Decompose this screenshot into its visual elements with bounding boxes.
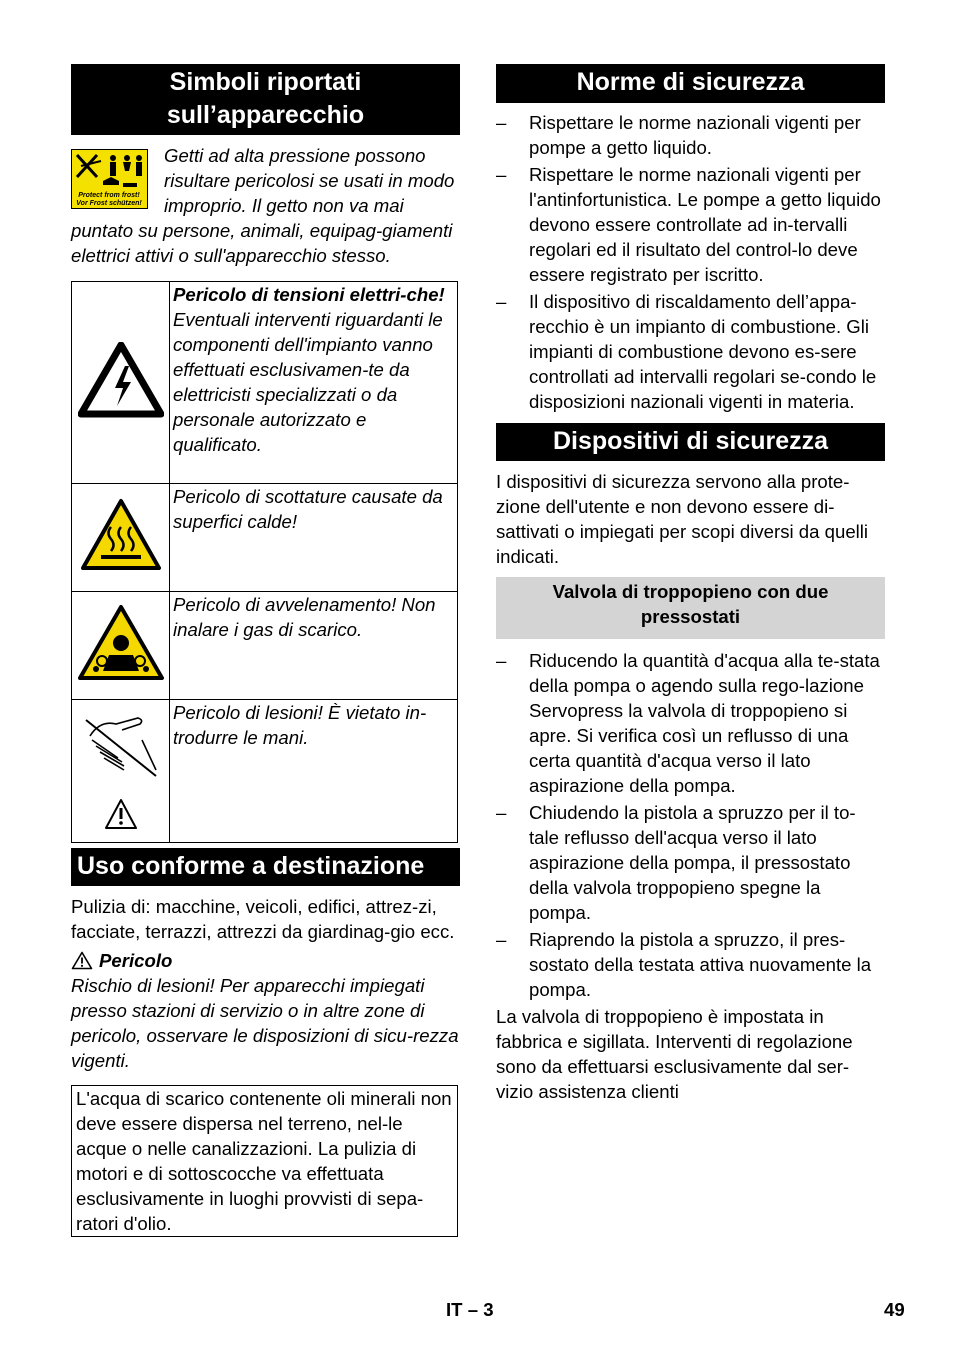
danger-text: Rischio di lesioni! Per apparecchi impiegati presso stazioni di servizio o in altre zone di pericolo, osservare le disposizioni di sicu-rezza vigenti. bbox=[71, 975, 459, 1071]
warning-text: Pericolo di lesioni! È vietato in-trodurre le mani. bbox=[173, 702, 427, 748]
heading-norms: Norme di sicurezza bbox=[496, 64, 885, 103]
oil-notice-text: L'acqua di scarico contenente oli minerali non deve essere dispersa nel terreno, nel-le acque o nelle canalizzazioni. La pulizia di motori e di sottoscocche va effettuata esclusivamente in luoghi provvisti di sepa-ratori d'olio. bbox=[76, 1088, 452, 1234]
warning-title: Pericolo di tensioni elettri-che! bbox=[173, 284, 445, 305]
danger-title bbox=[71, 948, 460, 973]
heading-symbols: Simboli riportati sull’apparecchio bbox=[71, 64, 460, 135]
warning-row bbox=[72, 282, 458, 484]
toxic-gas-icon bbox=[76, 603, 166, 683]
warning-row bbox=[72, 700, 458, 843]
warning-text: Eventuali interventi riguardanti le componenti dell'impianto vanno effettuati esclusivamen-te da elettricisti specializzati o da personale autorizzato e qualificato. bbox=[173, 309, 443, 455]
list-item: – Riaprendo la pistola a spruzzo, il pres-sostato della testata attiva nuovamente la pompa. bbox=[496, 929, 872, 1000]
frost-label-line1: Protect from frost! bbox=[78, 192, 140, 199]
list-item: – Il dispositivo di riscaldamento dell’appa-recchio è un impianto di combustione. Gli impianti di combustione devono es-sere controllati ad intervalli regolari se-condo le disposizioni nazionali vigenti in materia. bbox=[496, 291, 877, 412]
warning-triangle-icon bbox=[71, 951, 93, 970]
footer-language-page: IT – 3 bbox=[446, 1299, 494, 1320]
electrical-hazard-icon bbox=[78, 342, 164, 418]
left-column bbox=[71, 64, 460, 1237]
right-column bbox=[496, 64, 885, 1104]
list-item: – Rispettare le norme nazionali vigenti per l'antinfortunistica. Le pompe a getto liquido devono essere controllate ad in-tervalli regolari ed il risultato del control-lo deve essere registrato per iscritto. bbox=[496, 164, 881, 285]
hot-surface-icon bbox=[79, 497, 163, 573]
heading-use: Uso conforme a destinazione bbox=[71, 848, 460, 886]
subheading-valve: Valvola di troppopieno con due pressostati bbox=[496, 577, 885, 639]
warning-row bbox=[72, 592, 458, 700]
hand-injury-icon bbox=[76, 700, 166, 836]
intro-block bbox=[71, 143, 460, 268]
warning-text: Pericolo di avvelenamento! Non inalare i gas di scarico. bbox=[173, 594, 436, 640]
warning-table bbox=[71, 281, 458, 843]
intro-text: Getti ad alta pressione possono risultare pericolosi se usati in modo improprio. Il getto non va mai puntato su persone, animali, equipag-giamenti elettrici attivi o sull'apparecchio stesso. bbox=[71, 145, 455, 266]
valve-list bbox=[496, 648, 885, 1002]
list-item: – Chiudendo la pistola a spruzzo per il to-tale reflusso dell'acqua verso il lato aspirazione della pompa, il pressostato della valvola troppopieno spegne la pompa. bbox=[496, 802, 856, 923]
heading-devices: Dispositivi di sicurezza bbox=[496, 423, 885, 461]
valve-footer-text: La valvola di troppopieno è impostata in fabbrica e sigillata. Interventi di regolazione sono da effettuarsi esclusivamente dal ser-vizio assistenza clienti bbox=[496, 1006, 853, 1102]
warning-row bbox=[72, 484, 458, 592]
oil-notice-box bbox=[71, 1085, 458, 1237]
high-pressure-warning-label-icon bbox=[71, 149, 148, 209]
devices-text: I dispositivi di sicurezza servono alla prote-zione dell'utente e non devono essere di-sattivati o impiegati per scopi diversi da quelli indicati. bbox=[496, 471, 869, 567]
norms-list bbox=[496, 110, 885, 414]
page-number: 49 bbox=[884, 1299, 905, 1320]
danger-label: Pericolo bbox=[99, 950, 173, 971]
use-text: Pulizia di: macchine, veicoli, edifici, attrez-zi, facciate, terrazzi, attrezzi da giardinag-gio ecc. bbox=[71, 896, 455, 942]
frost-label-line2: Vor Frost schützen! bbox=[76, 200, 142, 207]
warning-text: Pericolo di scottature causate da superfici calde! bbox=[173, 486, 443, 532]
list-item: – Riducendo la quantità d'acqua alla te-stata della pompa o agendo sulla rego-lazione Servopress la valvola di troppopieno si apre. Si verifica così un reflusso di una certa quantità d'acqua verso il lato aspirazione della pompa. bbox=[496, 650, 880, 796]
list-item: – Rispettare le norme nazionali vigenti per pompe a getto liquido. bbox=[496, 112, 861, 158]
